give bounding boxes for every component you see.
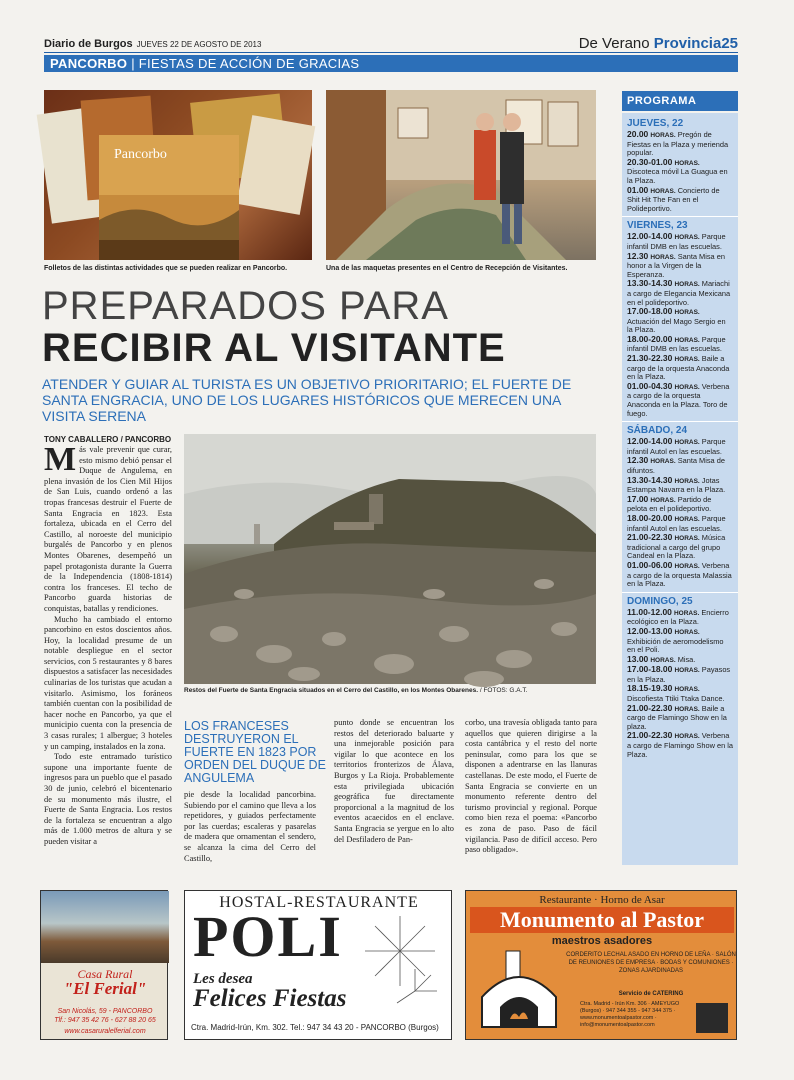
- section-header: [579, 35, 738, 52]
- event-text: Misa.: [677, 654, 696, 664]
- ad-monumento-pastor: [465, 890, 737, 1040]
- event-text: Parque infantil Autol en las escuelas.: [627, 437, 726, 456]
- event-time: 21.00-22.30: [627, 702, 673, 713]
- event-text: Exhibición de aeromodelismo en el Poli.: [627, 636, 724, 655]
- event-hours-word: HORAS.: [650, 187, 676, 195]
- event-text: Payasos en la Plaza.: [627, 665, 731, 684]
- event-time: 21.00-22.30: [627, 532, 673, 543]
- ad-monumento-catering: Servicio de CATERING: [618, 991, 684, 997]
- ad-poli-line3: Les desea: [193, 971, 253, 987]
- photo-caption-2: Una de las maquetas presentes en el Centro de Recepción de Visitantes.: [326, 265, 568, 272]
- program-event: [627, 279, 733, 307]
- model-illustration: [326, 90, 596, 260]
- ad-casa-rural-web: www.casaruralelferial.com: [64, 1028, 146, 1035]
- program-event: [627, 437, 733, 456]
- ad-poli-greeting: Felices Fiestas: [193, 985, 347, 1012]
- event-text: Mariachi a cargo de Elegancia Mexicana en el polideportivo.: [627, 279, 731, 307]
- event-text: Parque infantil DMB en las escuelas.: [627, 232, 726, 251]
- program-day-separator: [622, 421, 738, 422]
- event-text: Discofiesta Ttiki Ttaka Dance.: [627, 694, 725, 704]
- program-event: [627, 335, 733, 354]
- photo-credit: / FOTOS: G.A.T.: [479, 687, 528, 694]
- event-time: 12.30: [627, 455, 649, 466]
- program-event: [627, 130, 733, 158]
- program-event: [627, 627, 733, 655]
- house-photo: [41, 891, 169, 963]
- main-photo-caption: [184, 687, 596, 694]
- event-text: Santa Misa en honor a la Virgen de la Esperanza.: [627, 251, 725, 279]
- event-hours-word: HORAS.: [674, 309, 700, 317]
- program-day-heading: VIERNES, 23: [627, 220, 688, 232]
- event-time: 13.00: [627, 653, 649, 664]
- model-photo: [326, 90, 596, 260]
- drop-cap: M: [44, 441, 77, 478]
- event-time: 18.15-19.30: [627, 683, 673, 694]
- page-number: 25: [721, 35, 738, 52]
- program-event: [627, 561, 733, 589]
- event-time: 13.30-14.30: [627, 474, 673, 485]
- event-time: 11.00-12.00: [627, 606, 672, 617]
- event-hours-word: HORAS.: [674, 281, 700, 289]
- event-text: Parque infantil Autol en las escuelas.: [627, 513, 726, 533]
- event-text: Verbena a cargo de Flamingo Show en la Plaza.: [627, 731, 733, 759]
- ad-monumento-line1: Restaurante · Horno de Asar: [539, 894, 665, 906]
- program-day-heading: JUEVES, 22: [627, 118, 684, 129]
- event-time: 01.00-06.00: [627, 559, 673, 570]
- program-day-separator: [622, 216, 738, 217]
- event-time: 01.00: [627, 184, 649, 195]
- event-hours-word: HORAS.: [673, 609, 700, 617]
- brochures-photo: [44, 90, 312, 260]
- event-hours-word: HORAS.: [650, 132, 676, 139]
- program-event: [627, 354, 733, 382]
- event-hours-word: HORAS.: [674, 159, 700, 167]
- event-hours-word: HORAS.: [650, 458, 676, 466]
- ad-poli-line1: HOSTAL-RESTAURANTE: [219, 894, 419, 911]
- event-time: 12.00-13.00: [627, 625, 673, 636]
- ad-casa-rural: [40, 890, 168, 1040]
- event-text: Concierto de Shit Hit The Fan en el Polideportivo.: [627, 185, 720, 213]
- program-event: [627, 514, 733, 533]
- event-time: 13.30-14.30: [627, 278, 673, 289]
- fortress-illustration: [184, 434, 596, 684]
- paragraph-1: ás vale prevenir que curar, esto mismo debió pensar el Duque de Angulema, en plena invasión de los Cien Mil Hijos de San Luis, cuando ordenó a las tropas francesas destruir el Fuerte de Santa Engracia en 1823. Esta fortaleza, ubicada en el Cerro del Castillo, al noroeste del municipio burgalés de Pancorbo y en plenos Montes Obarenes, desempeñó un papel protagonista durante la Guerra de la Independencia (1808-1814) contra los franceses. El techo de Pancorbo guarda historias de conquistas, batallas y rendiciones.: [44, 445, 172, 613]
- paragraph-3: Todo este entramado turístico supone una importante fuente de ingresos para un pueblo que el pasado 30 de junio, celebró el bicentenario de su monumento más ilustre, el Fuerte de Santa Engracia. Los restos de la fortaleza se encuentran a algo más de 1.000 metros de altura y se pueden visitar a: [44, 752, 172, 846]
- event-hours-word: HORAS.: [674, 336, 700, 344]
- program-event: [627, 232, 733, 251]
- event-text: Partido de pelota en el polideportivo.: [627, 494, 712, 514]
- event-time: 20.00: [627, 129, 649, 139]
- article-subhead: ATENDER Y GUIAR AL TURISTA ES UN OBJETIVO PRIORITARIO; EL FUERTE DE SANTA ENGRACIA, UNO DE LOS LUGARES HISTÓRICOS QUE MERECEN UNA VISITA SERENA: [42, 376, 572, 424]
- brochures-illustration: [44, 90, 312, 260]
- event-text: Discoteca móvil La Guagua en la Plaza.: [627, 167, 728, 185]
- ad-hostal-poli: [184, 890, 452, 1040]
- program-day-heading: SÁBADO, 24: [627, 425, 688, 437]
- program-list: [622, 113, 738, 865]
- ad-monumento-logo: [696, 1003, 728, 1033]
- program-event: [627, 533, 733, 561]
- event-hours-word: HORAS.: [674, 667, 700, 675]
- event-time: 12.00-14.00: [627, 231, 673, 242]
- photo-caption-1: Folletos de las distintas actividades que se pueden realizar en Pancorbo.: [44, 265, 288, 272]
- event-hours-word: HORAS.: [674, 439, 700, 447]
- ad-casa-rural-line1: Casa Rural: [77, 967, 133, 981]
- event-hours-word: HORAS.: [674, 628, 700, 636]
- program-event: [627, 608, 733, 627]
- program-event: [627, 665, 733, 684]
- event-text: Actuación del Mago Sergio en la Plaza.: [627, 316, 726, 335]
- ad-monumento-tagline: maestros asadores: [551, 935, 653, 947]
- event-text: Baile a cargo de Flamingo Show en la plaza.: [627, 703, 727, 731]
- article-column-3: punto donde se encuentran los restos del deteriorado baluarte y una inmejorable posición para vigilar lo que acontece en los territorios fronterizos de Álava, Burgos y La Rioja. Probablemente esta privilegiada ubicación geográfica fue directamente proporcional a la magnitud de los eventos acaecidos en el enclave. Santa Engracia se yergue en lo alto del Desfiladero de Pan-: [334, 718, 454, 844]
- event-time: 18.00-20.00: [627, 512, 673, 523]
- issue-date: JUEVES 22 DE AGOSTO DE 2013: [136, 40, 262, 49]
- program-event: [627, 307, 733, 335]
- event-time: 18.00-20.00: [627, 333, 673, 344]
- program-title: PROGRAMA: [622, 91, 738, 111]
- brochure-title: Pancorbo: [114, 147, 167, 162]
- article-column-1: [44, 441, 172, 846]
- headline-top: PREPARADOS PARA: [42, 284, 449, 328]
- program-event: [627, 684, 733, 703]
- event-time: 21.30-22.30: [627, 353, 673, 364]
- event-text: Santa Misa de difuntos.: [627, 456, 725, 475]
- program-event: [627, 158, 733, 186]
- event-hours-word: HORAS.: [674, 705, 700, 713]
- pull-quote: LOS FRANCESES DESTRUYERON EL FUERTE EN 1823 POR ORDEN DEL DUQUE DE ANGULEMA: [184, 719, 326, 785]
- event-time: 17.00-18.00: [627, 664, 673, 675]
- event-text: Baile a cargo de la orquesta Anaconda en la Plaza.: [627, 354, 730, 382]
- topic-title: FIESTAS DE ACCIÓN DE GRACIAS: [138, 56, 360, 71]
- event-hours-word: HORAS.: [674, 234, 700, 242]
- program-event: [627, 731, 733, 759]
- program-event: [627, 186, 733, 214]
- headline-main: RECIBIR AL VISITANTE: [42, 326, 506, 370]
- article-column-4: corbo, una travesía obligada tanto para aquellos que quieren dirigirse a la costa cantábrica y el resto del norte peninsular, como para los que se disponen a adentrarse en las llanuras castellanas. De este modo, el Fuerte de Santa Engracia se convierte en un monumento referente dentro del turismo provincial y regional. Porque como bien reza el poema: «Pancorbo es zona de paso. Paso de fácil vigilancia. Paso de difícil acceso. Pero paso obligado».: [465, 718, 597, 855]
- oven-icon: [476, 947, 562, 1033]
- fortress-photo: [184, 434, 596, 684]
- event-hours-word: HORAS.: [674, 383, 700, 391]
- event-hours-word: HORAS.: [650, 496, 676, 504]
- ad-monumento-contact: Ctra. Madrid - Irún Km. 306 · AMEYUGO (Burgos) · 947 344 355 - 947 344 375 · www.monumentoalpastor.com · info@monumentoalpastor.com: [580, 1001, 680, 1028]
- program-event: [627, 456, 733, 475]
- event-hours-word: HORAS.: [674, 686, 700, 694]
- program-event: [627, 252, 733, 280]
- topic-place: PANCORBO: [50, 56, 128, 71]
- section-name: Provincia: [653, 35, 722, 52]
- program-event: [627, 495, 733, 514]
- event-time: 01.00-04.30: [627, 380, 673, 391]
- newspaper-name: Diario de Burgos JUEVES 22 DE AGOSTO DE 2013: [44, 38, 262, 50]
- event-time: 20.30-01.00: [627, 156, 673, 167]
- paragraph-2: Mucho ha cambiado el entorno pancorbino en estos doscientos años. Hoy, la localidad presume de un notable despliegue en el sector servicios, con 5 restaurantes y 8 bares dispuestos a satisfacer las necesidades culinarias de los turistas que acudan a visitarlo. Asimismo, los foráneos también cuentan con la posibilidad de hacer noche en Pancorbo, ya que el municipio cuenta con la presencia de 3 casas rurales; 1 albergue; 3 hoteles y un camping, instalados en la zona.: [44, 614, 172, 751]
- section-prefix: De Verano: [578, 35, 650, 52]
- fireworks-icon: [355, 911, 445, 1006]
- event-hours-word: HORAS.: [674, 562, 700, 570]
- program-day-heading: DOMINGO, 25: [627, 595, 693, 607]
- event-time: 17.00-18.00: [627, 306, 673, 317]
- ad-poli-name: POLI: [193, 904, 343, 969]
- event-text: Verbena a cargo de la orquesta Anaconda en la Plaza. Toro de fuego.: [627, 381, 730, 418]
- ad-monumento-services: CORDERITO LECHAL ASADO EN HORNO DE LEÑA · SALÓN DE REUNIONES DE EMPRESA · BODAS Y COMUNIONES · ZONAS AJARDINADAS: [566, 952, 736, 974]
- event-time: 12.30: [627, 250, 649, 261]
- main-caption-text: Restos del Fuerte de Santa Engracia situados en el Cerro del Castillo, en los Montes Obarenes.: [184, 687, 479, 694]
- event-hours-word: HORAS.: [674, 356, 700, 364]
- event-text: Verbena a cargo de la orquesta Malassia en la Plaza.: [627, 560, 732, 589]
- event-hours-word: HORAS.: [650, 253, 676, 261]
- event-time: 21.00-22.30: [627, 730, 673, 741]
- event-text: Pregón de Fiestas en la Plaza y merienda popular.: [627, 130, 729, 158]
- topic-bar: PANCORBO | FIESTAS DE ACCIÓN DE GRACIAS: [44, 55, 738, 72]
- program-event: [627, 382, 733, 418]
- event-text: Jotas Estampa Navarra en la Plaza.: [627, 475, 726, 495]
- event-hours-word: HORAS.: [674, 515, 700, 523]
- event-text: Encierro ecológico en la Plaza.: [627, 607, 729, 627]
- event-time: 17.00: [627, 493, 649, 504]
- event-text: Parque infantil DMB en las escuelas.: [627, 334, 726, 354]
- event-hours-word: HORAS.: [674, 535, 700, 543]
- program-event: [627, 476, 733, 495]
- program-event: [627, 704, 733, 732]
- ad-poli-address: Ctra. Madrid-Irún, Km. 302. Tel.: 947 34 43 20 - PANCORBO (Burgos): [191, 1023, 439, 1032]
- program-day-separator: [622, 592, 738, 593]
- ad-casa-rural-address: San Nicolás, 59 - PANCORBO Tlf.: 947 35 42 76 - 627 88 20 65: [54, 1008, 156, 1024]
- header-rule: [44, 52, 738, 53]
- ad-monumento-name: Monumento al Pastor: [470, 907, 734, 933]
- article-column-2: pie desde la localidad pancorbina. Subiendo por el camino que lleva a los repetidores, y guiados perfectamente por las cuerdas; escaleras y pasarelas de madera que ornamentan el sendero, se alcanza la cima del Cerro del Castillo,: [184, 790, 316, 863]
- event-time: 12.00-14.00: [627, 436, 673, 447]
- ad-casa-rural-name: "El Ferial": [63, 979, 147, 998]
- event-hours-word: HORAS.: [650, 656, 676, 664]
- event-hours-word: HORAS.: [674, 733, 700, 741]
- article-byline: TONY CABALLERO / PANCORBO: [44, 435, 172, 444]
- event-text: Música tradicional a cargo del grupo Candeal en la Plaza.: [627, 533, 726, 561]
- event-hours-word: HORAS.: [674, 477, 700, 485]
